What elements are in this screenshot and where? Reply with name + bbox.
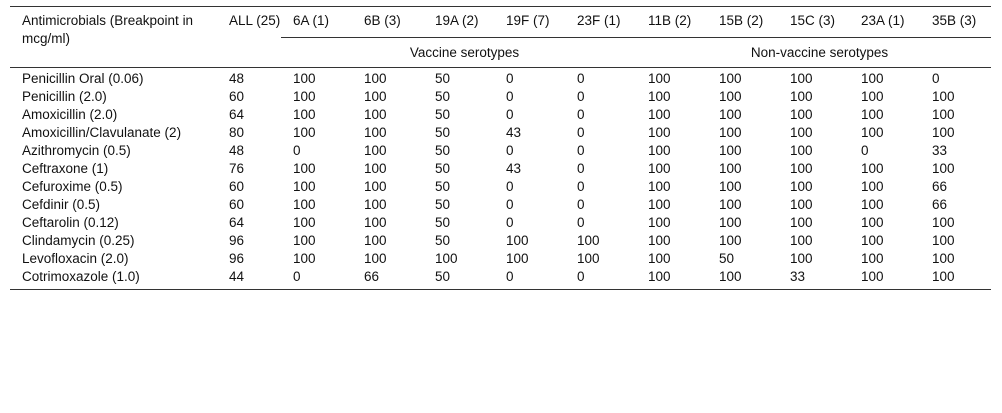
antimicrobial-name: Amoxicillin (2.0) — [22, 107, 118, 122]
cell-serotype-percent: 50 — [435, 197, 451, 212]
cell-serotype-percent: 100 — [790, 215, 813, 230]
antimicrobial-name: Amoxicillin/Clavulanate (2) — [22, 125, 182, 140]
cell-serotype-percent: 0 — [506, 71, 514, 86]
header-serotype: 15C (3) — [778, 7, 849, 38]
cell-serotype-percent: 0 — [506, 89, 514, 104]
cell-serotype-percent: 100 — [648, 233, 671, 248]
cell-all-percent: 96 — [229, 251, 245, 266]
cell-serotype-percent: 66 — [932, 179, 948, 194]
cell-serotype-percent: 100 — [932, 251, 955, 266]
antimicrobial-name: Cotrimoxazole (1.0) — [10, 268, 217, 290]
table-row — [10, 232, 991, 250]
cell-serotype-percent: 100 — [293, 161, 316, 176]
cell-serotype-percent: 100 — [707, 268, 778, 290]
antimicrobial-name: Penicillin (2.0) — [22, 89, 107, 104]
table-row — [10, 88, 991, 106]
cell-serotype-percent: 0 — [932, 71, 940, 86]
cell-serotype-percent: 0 — [577, 143, 585, 158]
cell-serotype-percent: 100 — [861, 89, 884, 104]
table-row — [10, 68, 991, 89]
cell-serotype-percent: 100 — [506, 251, 529, 266]
header-serotype: 6B (3) — [352, 7, 423, 38]
cell-serotype-percent: 100 — [861, 197, 884, 212]
cell-serotype-percent: 100 — [293, 233, 316, 248]
cell-serotype-percent: 0 — [577, 107, 585, 122]
cell-serotype-percent: 100 — [577, 233, 600, 248]
susceptibility-table-container — [10, 6, 991, 290]
cell-serotype-percent: 100 — [790, 179, 813, 194]
cell-serotype-percent: 0 — [577, 125, 585, 140]
cell-serotype-percent: 100 — [861, 215, 884, 230]
cell-serotype-percent: 100 — [648, 251, 671, 266]
cell-all-percent: 64 — [229, 215, 245, 230]
cell-serotype-percent: 100 — [293, 179, 316, 194]
cell-serotype-percent: 43 — [506, 125, 522, 140]
cell-serotype-percent: 0 — [506, 179, 514, 194]
cell-serotype-percent: 50 — [435, 89, 451, 104]
cell-serotype-percent: 50 — [719, 251, 735, 266]
cell-serotype-percent: 100 — [719, 233, 742, 248]
table-row — [10, 142, 991, 160]
header-serotype: 11B (2) — [636, 7, 707, 38]
table-row — [10, 196, 991, 214]
cell-serotype-percent: 50 — [423, 268, 494, 290]
cell-serotype-percent: 0 — [506, 215, 514, 230]
cell-serotype-percent: 100 — [577, 251, 600, 266]
cell-serotype-percent: 100 — [932, 107, 955, 122]
cell-serotype-percent: 100 — [648, 143, 671, 158]
cell-serotype-percent: 33 — [778, 268, 849, 290]
cell-serotype-percent: 100 — [364, 71, 387, 86]
cell-serotype-percent: 100 — [849, 268, 920, 290]
antimicrobial-name: Ceftraxone (1) — [22, 161, 109, 176]
cell-serotype-percent: 0 — [494, 268, 565, 290]
cell-serotype-percent: 0 — [506, 197, 514, 212]
cell-serotype-percent: 100 — [920, 268, 991, 290]
cell-serotype-percent: 100 — [790, 233, 813, 248]
cell-serotype-percent: 0 — [577, 71, 585, 86]
cell-serotype-percent: 100 — [861, 251, 884, 266]
cell-serotype-percent: 100 — [648, 179, 671, 194]
table-row — [10, 106, 991, 124]
table-row — [10, 178, 991, 196]
cell-serotype-percent: 100 — [719, 161, 742, 176]
cell-serotype-percent: 100 — [932, 215, 955, 230]
table-row — [10, 214, 991, 232]
cell-serotype-percent: 50 — [435, 179, 451, 194]
cell-all-percent: 60 — [229, 89, 245, 104]
cell-serotype-percent: 100 — [648, 197, 671, 212]
cell-serotype-percent: 100 — [636, 268, 707, 290]
antimicrobial-name: Levofloxacin (2.0) — [22, 251, 129, 266]
cell-all-percent: 60 — [229, 197, 245, 212]
cell-all-percent: 64 — [229, 107, 245, 122]
cell-serotype-percent: 66 — [352, 268, 423, 290]
cell-all-percent: 60 — [229, 179, 245, 194]
cell-all-percent: 80 — [229, 125, 245, 140]
cell-serotype-percent: 0 — [577, 215, 585, 230]
cell-serotype-percent: 100 — [719, 107, 742, 122]
cell-serotype-percent: 100 — [364, 89, 387, 104]
header-all: ALL (25) — [217, 7, 281, 68]
cell-serotype-percent: 100 — [293, 107, 316, 122]
table-row — [10, 124, 991, 142]
cell-serotype-percent: 43 — [506, 161, 522, 176]
cell-serotype-percent: 33 — [932, 143, 948, 158]
cell-serotype-percent: 100 — [790, 71, 813, 86]
cell-serotype-percent: 100 — [790, 143, 813, 158]
cell-serotype-percent: 100 — [932, 233, 955, 248]
cell-serotype-percent: 50 — [435, 233, 451, 248]
cell-serotype-percent: 100 — [719, 125, 742, 140]
cell-serotype-percent: 100 — [790, 197, 813, 212]
cell-serotype-percent: 100 — [932, 125, 955, 140]
cell-serotype-percent: 100 — [861, 161, 884, 176]
cell-serotype-percent: 50 — [435, 143, 451, 158]
cell-serotype-percent: 100 — [435, 251, 458, 266]
cell-serotype-percent: 100 — [861, 107, 884, 122]
cell-all-percent: 48 — [229, 71, 245, 86]
group-vaccine-serotypes: Vaccine serotypes — [281, 38, 636, 68]
cell-all-percent: 96 — [229, 233, 245, 248]
cell-serotype-percent: 100 — [648, 89, 671, 104]
header-serotype: 35B (3) — [920, 7, 991, 38]
cell-serotype-percent: 100 — [293, 251, 316, 266]
cell-serotype-percent: 50 — [435, 161, 451, 176]
cell-serotype-percent: 0 — [506, 107, 514, 122]
cell-serotype-percent: 0 — [577, 89, 585, 104]
cell-serotype-percent: 100 — [861, 233, 884, 248]
header-serotype: 19A (2) — [423, 7, 494, 38]
table-row — [10, 250, 991, 268]
cell-serotype-percent: 100 — [790, 107, 813, 122]
cell-serotype-percent: 100 — [648, 107, 671, 122]
cell-serotype-percent: 100 — [648, 161, 671, 176]
cell-serotype-percent: 0 — [577, 161, 585, 176]
cell-serotype-percent: 0 — [577, 179, 585, 194]
antimicrobial-name: Ceftarolin (0.12) — [22, 215, 119, 230]
cell-serotype-percent: 0 — [506, 143, 514, 158]
cell-serotype-percent: 100 — [790, 161, 813, 176]
cell-serotype-percent: 100 — [364, 215, 387, 230]
cell-serotype-percent: 50 — [435, 125, 451, 140]
cell-serotype-percent: 100 — [293, 197, 316, 212]
cell-serotype-percent: 100 — [932, 89, 955, 104]
cell-serotype-percent: 100 — [506, 233, 529, 248]
cell-serotype-percent: 100 — [719, 143, 742, 158]
antimicrobial-name: Azithromycin (0.5) — [22, 143, 131, 158]
cell-serotype-percent: 100 — [719, 215, 742, 230]
table-row — [10, 160, 991, 178]
cell-serotype-percent: 100 — [364, 143, 387, 158]
table-row — [10, 268, 991, 290]
cell-serotype-percent: 100 — [293, 71, 316, 86]
antimicrobial-name: Penicillin Oral (0.06) — [22, 71, 144, 86]
cell-serotype-percent: 100 — [648, 125, 671, 140]
cell-serotype-percent: 50 — [435, 71, 451, 86]
cell-serotype-percent: 100 — [648, 215, 671, 230]
header-serotype: 23A (1) — [849, 7, 920, 38]
cell-serotype-percent: 100 — [861, 125, 884, 140]
cell-all-percent: 48 — [229, 143, 245, 158]
cell-serotype-percent: 100 — [719, 71, 742, 86]
cell-serotype-percent: 0 — [281, 268, 352, 290]
cell-serotype-percent: 0 — [565, 268, 636, 290]
cell-serotype-percent: 100 — [364, 233, 387, 248]
header-serotype: 6A (1) — [281, 7, 352, 38]
antimicrobial-name: Clindamycin (0.25) — [22, 233, 135, 248]
antimicrobial-name: Cefdinir (0.5) — [22, 197, 101, 212]
cell-serotype-percent: 100 — [364, 197, 387, 212]
cell-serotype-percent: 100 — [648, 71, 671, 86]
cell-serotype-percent: 100 — [790, 125, 813, 140]
antimicrobial-name: Cefuroxime (0.5) — [22, 179, 123, 194]
cell-serotype-percent: 100 — [293, 125, 316, 140]
cell-serotype-percent: 100 — [364, 125, 387, 140]
cell-serotype-percent: 100 — [293, 89, 316, 104]
cell-all-percent: 44 — [217, 268, 281, 290]
cell-serotype-percent: 0 — [293, 143, 301, 158]
header-serotype: 15B (2) — [707, 7, 778, 38]
group-nonvaccine-serotypes: Non-vaccine serotypes — [636, 38, 991, 68]
cell-serotype-percent: 100 — [293, 215, 316, 230]
cell-all-percent: 76 — [229, 161, 245, 176]
cell-serotype-percent: 0 — [861, 143, 869, 158]
cell-serotype-percent: 100 — [932, 161, 955, 176]
cell-serotype-percent: 50 — [435, 107, 451, 122]
cell-serotype-percent: 100 — [861, 71, 884, 86]
cell-serotype-percent: 100 — [861, 179, 884, 194]
cell-serotype-percent: 100 — [719, 179, 742, 194]
cell-serotype-percent: 100 — [790, 89, 813, 104]
header-serotype: 23F (1) — [565, 7, 636, 38]
header-antimicrobials: Antimicrobials (Breakpoint in mcg/ml) — [10, 7, 217, 68]
cell-serotype-percent: 50 — [435, 215, 451, 230]
susceptibility-table — [10, 6, 991, 290]
table-body — [10, 68, 991, 290]
cell-serotype-percent: 100 — [364, 251, 387, 266]
cell-serotype-percent: 100 — [364, 179, 387, 194]
cell-serotype-percent: 100 — [719, 89, 742, 104]
cell-serotype-percent: 100 — [364, 161, 387, 176]
cell-serotype-percent: 100 — [364, 107, 387, 122]
cell-serotype-percent: 66 — [932, 197, 948, 212]
cell-serotype-percent: 100 — [790, 251, 813, 266]
cell-serotype-percent: 0 — [577, 197, 585, 212]
cell-serotype-percent: 100 — [719, 197, 742, 212]
header-serotype: 19F (7) — [494, 7, 565, 38]
